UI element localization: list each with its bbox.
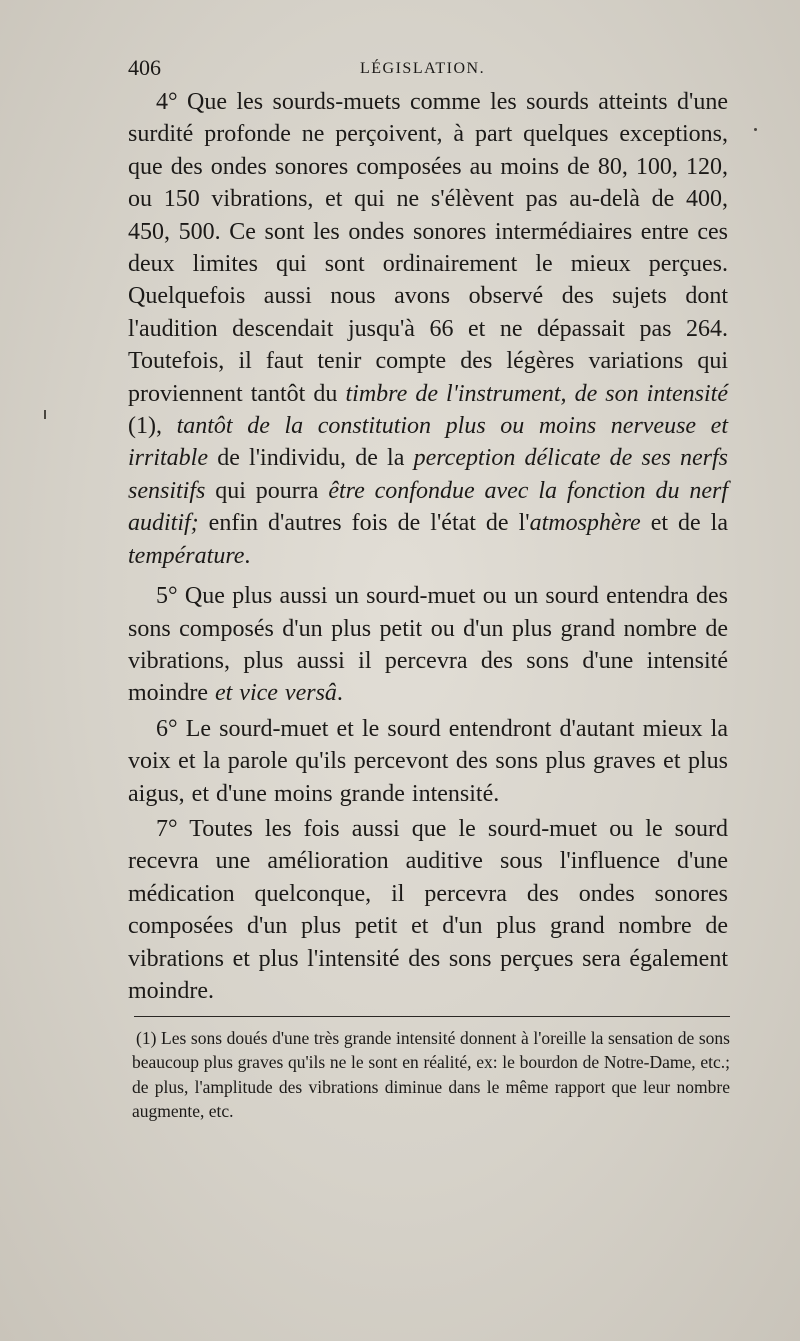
margin-speck — [44, 410, 46, 419]
body-text — [128, 86, 728, 1009]
running-head: LÉGISLATION. — [360, 60, 486, 77]
paragraph-6: 6° Le sourd-muet et le sourd entendront d'autant mieux la voix et la parole qu'ils percevont des sons plus graves et plus aigus, et d'une moins grande intensité. — [128, 715, 728, 807]
paragraph-5: 5° Que plus aussi un sourd-muet ou un sourd entendra des sons composés d'un plus petit ou d'un plus grand nombre de vibrations, plus aussi il percevra des sons d'une intensité moindre et vice versâ. — [128, 583, 728, 707]
paragraph-7: 7° Toutes les fois aussi que le sourd-muet ou le sourd recevra une amélioration auditive sous l'influence d'une médication quelconque, il percevra des ondes sonores composées d'un plus petit et d'un plus grand nombre de vibrations et plus l'intensité des sons perçues sera également moindre. — [128, 815, 728, 1004]
page-header — [128, 55, 728, 85]
paragraph-4: 4° Que les sourds-muets comme les sourds atteints d'une surdité profonde ne perçoivent, à part quelques exceptions, que des ondes sonores composées au moins de 80, 100, 120, ou 150 vibrations, et qui ne s'élèvent pas au-delà de 400, 450, 500. Ce sont les ondes sonores intermédiaires entre ces deux limites qui sont ordinairement le mieux perçues. Quelquefois aussi nous avons observé des sujets dont l'audition descendait jusqu'à 66 et ne dépassait pas 264. Toutefois, il faut tenir compte des légères variations qui proviennent tantôt du timbre de l'instrument, de son intensité (1), tantôt de la constitution plus ou moins nerveuse et irritable de l'individu, de la perception délicate de ses nerfs sensitifs qui pourra être confondue avec la fonction du nerf auditif; enfin d'autres fois de l'état de l'atmosphère et de la température. — [128, 89, 729, 569]
footnote: (1) Les sons doués d'une très grande intensité donnent à l'oreille la sensation de sons beaucoup plus graves qu'ils ne le sont en réalité, ex: le bourdon de Notre-Dame, etc.; de plus, l'amplitude des vibrations diminue dans le même rapport que leur nombre augmente, etc. — [132, 1028, 730, 1121]
footnote-separator-rule — [134, 1016, 730, 1017]
margin-speck — [754, 128, 757, 131]
book-page — [128, 0, 728, 1341]
page-number: 406 — [128, 55, 161, 80]
